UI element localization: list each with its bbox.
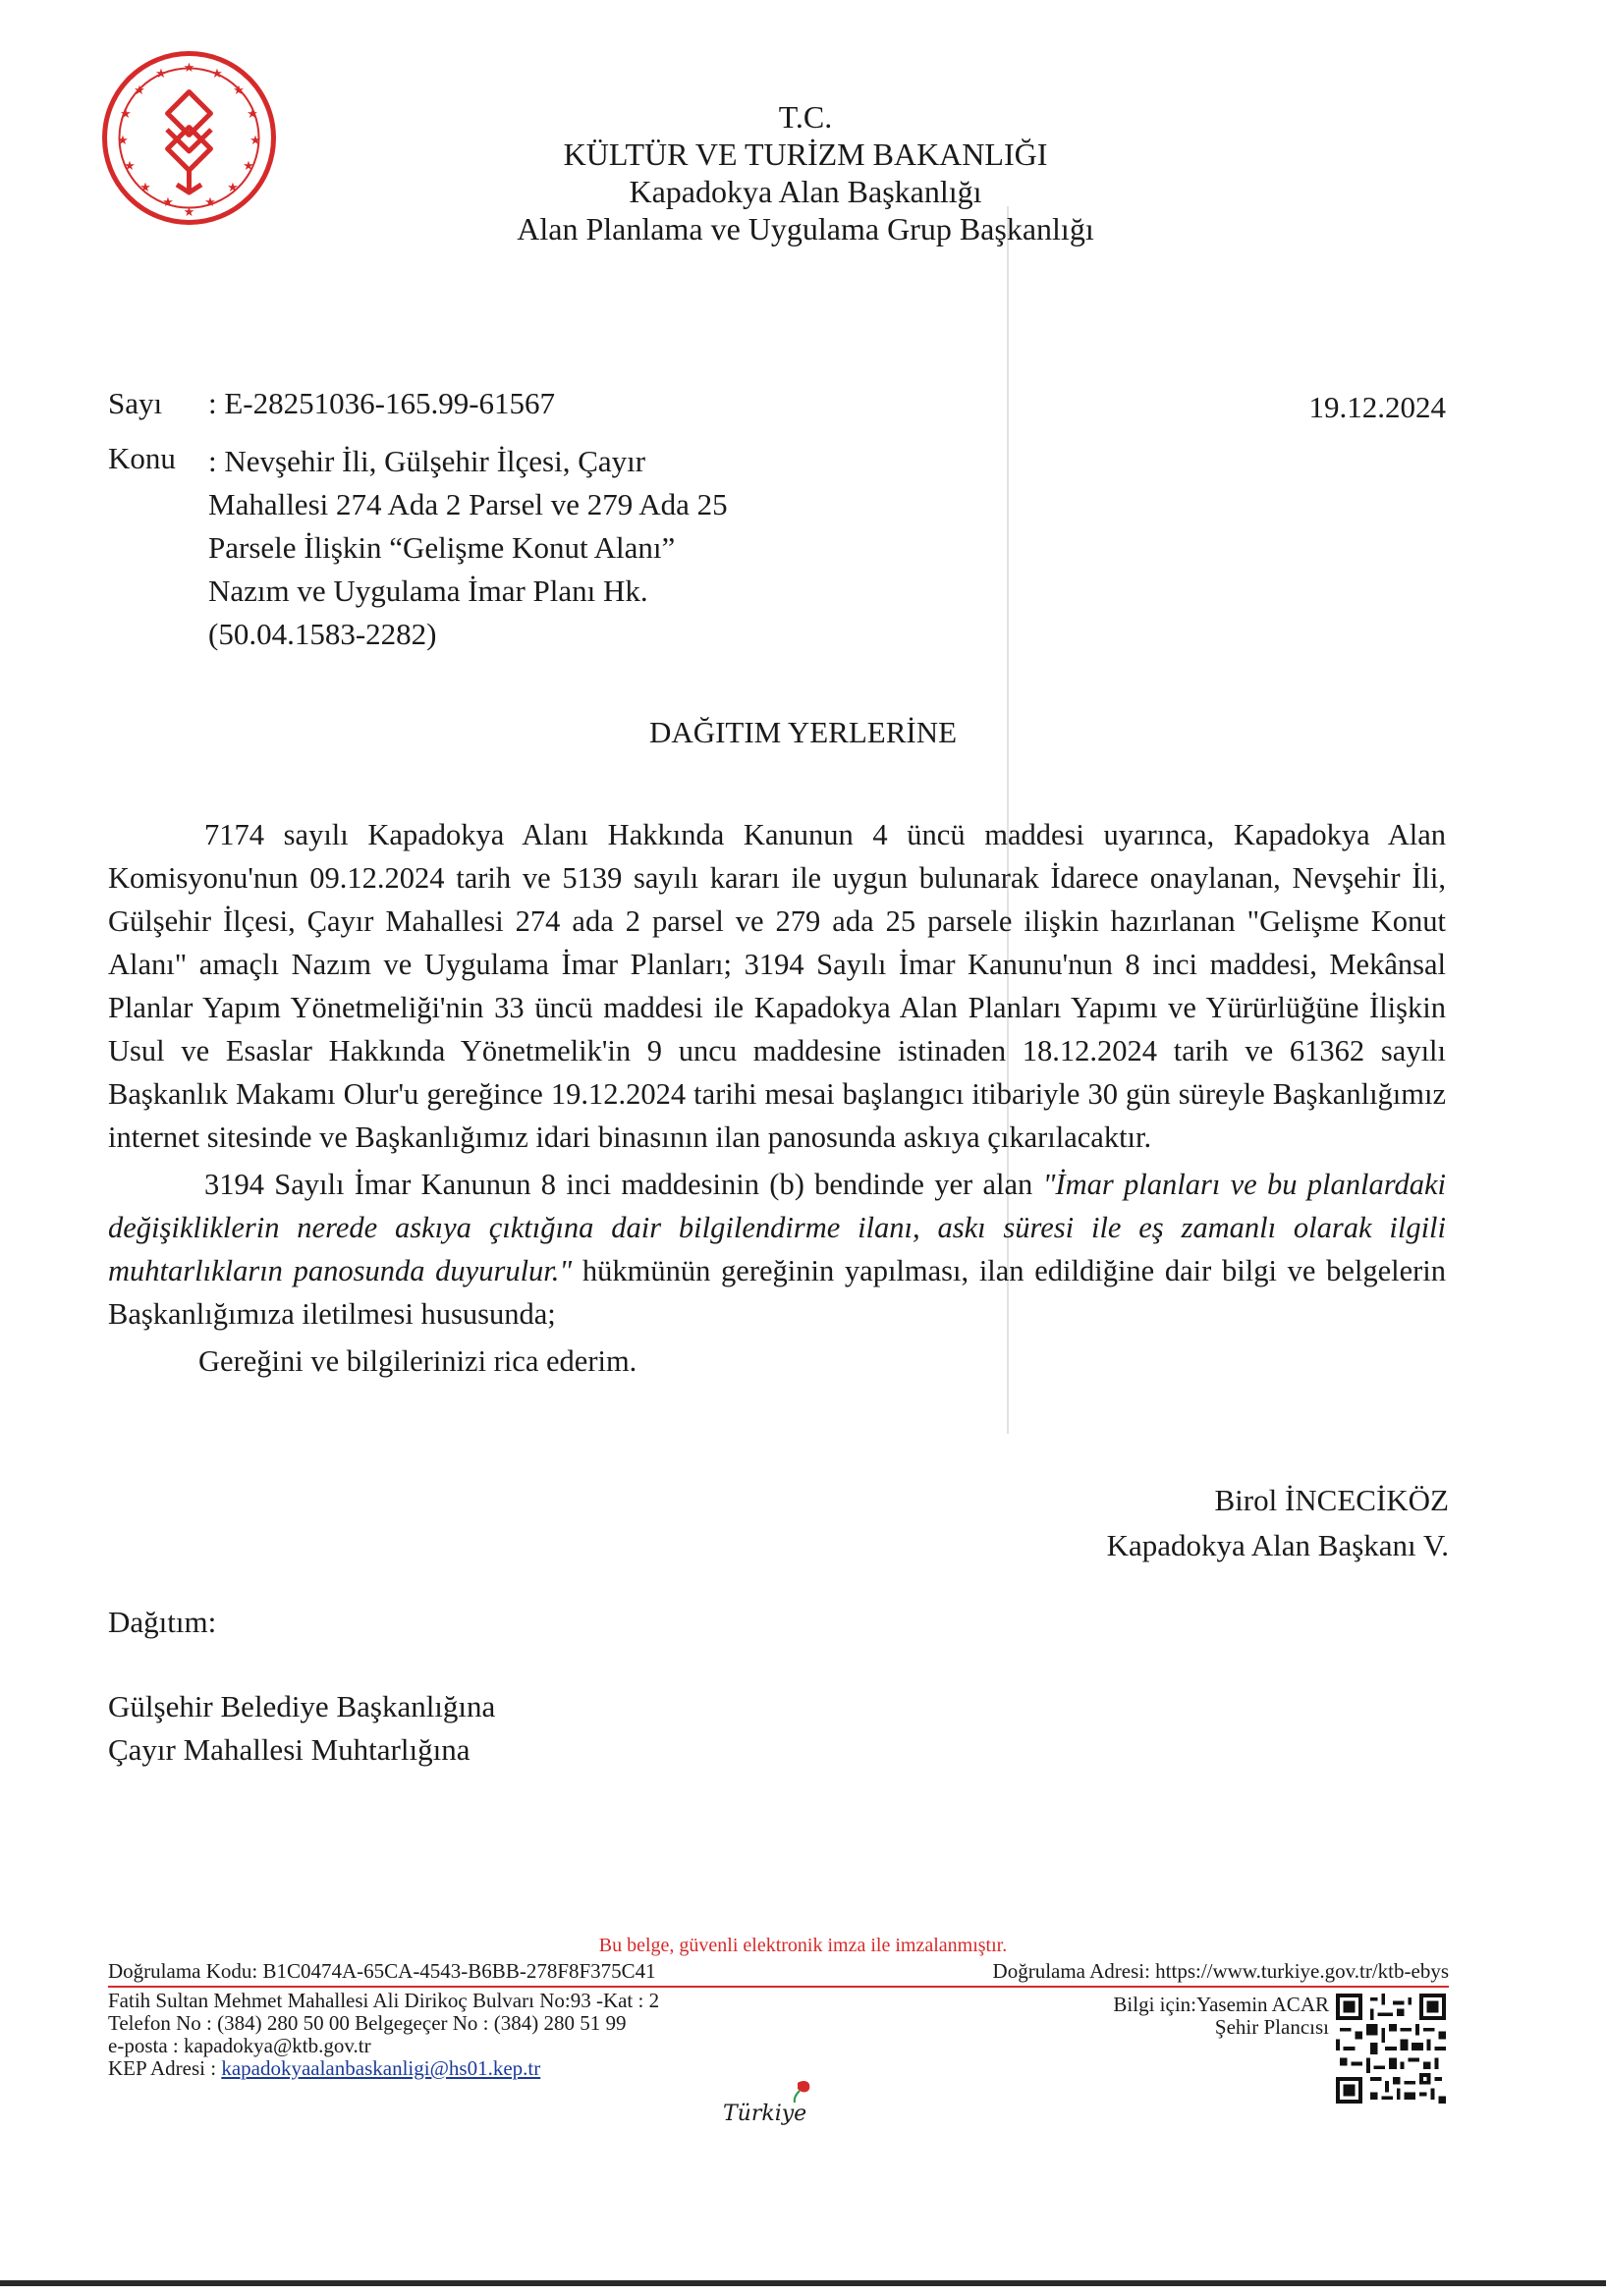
svg-text:★: ★ <box>227 181 239 195</box>
address: Fatih Sultan Mehmet Mahallesi Ali Dirikoç Bulvarı No:93 -Kat : 2 <box>108 1989 660 2012</box>
brand-text: Türkiye <box>723 2102 807 2126</box>
footer-divider <box>108 1986 1449 1988</box>
scan-bottom-edge <box>0 2280 1606 2286</box>
svg-text:★: ★ <box>247 107 258 122</box>
distribution-heading: Dağıtım: <box>108 1605 217 1639</box>
body-paragraph-2-start: 3194 Sayılı İmar Kanunun 8 inci maddesinin (b) bendinde yer alan <box>204 1168 1043 1201</box>
body-paragraph-1: 7174 sayılı Kapadokya Alanı Hakkında Kanunun 4 üncü maddesi uyarınca, Kapadokya Alan Komisyonu'nun 09.12.2024 tarih ve 5139 sayılı kararı ile uygun bulunarak İdarece onaylanan, Nevşehir İli, Gülşehir İlçesi, Çayır Mahallesi 274 ada 2 parsel ve 279 ada 25 parsele ilişkin hazırlanan "Gelişme Konut Alanı" amaçlı Nazım ve Uygulama İmar Planları; 3194 Sayılı İmar Kanunu'nun 8 inci maddesi, Mekânsal Planlar Yapım Yönetmeliği'nin 33 üncü maddesi ile Kapadokya Alan Planları Yapımı ve Yürürlüğüne İlişkin Usul ve Esaslar Hakkında Yönetmelik'in 9 uncu maddesine istinaden 18.12.2024 tarih ve 61362 sayılı Başkanlık Makamı Olur'u gereğince 19.12.2024 tarihi mesai başlangıcı itibariyle 30 gün süreyle Başkanlığımız internet sitesinde ve Başkanlığımız idari binasının ilan panosunda askıya çıkarılacaktır. <box>108 818 1446 1154</box>
document-date: 19.12.2024 <box>1308 390 1446 424</box>
svg-text:★: ★ <box>139 181 151 195</box>
distribution-list <box>108 1601 495 1772</box>
signatory-name: Birol İNCECİKÖZ <box>1214 1483 1449 1517</box>
konu-value: : Nevşehir İli, Gülşehir İlçesi, Çayır Mahallesi 274 Ada 2 Parsel ve 279 Ada 25 Parsele İlişkin “Gelişme Konut Alanı” Nazım ve Uygulama İmar Planı Hk. (50.04.1583-2282) <box>208 444 728 651</box>
distribution-item: Gülşehir Belediye Başkanlığına <box>108 1689 496 1723</box>
verification-address[interactable]: Doğrulama Adresi: https://www.turkiye.gov.tr/ktb-ebys <box>992 1959 1449 1983</box>
svg-text:★: ★ <box>204 195 216 210</box>
svg-text:★: ★ <box>211 67 223 82</box>
phone-fax: Telefon No : (384) 280 50 00 Belgegeçer No : (384) 280 51 99 <box>108 2011 627 2035</box>
e-signature-notice: Bu belge, güvenli elektronik imza ile imzalanmıştır. <box>598 1935 1008 1956</box>
body-paragraph-2-quote: "İmar planları ve bu planlardaki değişikliklerin nerede askıya çıktığına dair bilgilendirme ilanı, askı süresi ile eş zamanlı olarak ilgili muhtarlıkların panosunda duyurulur." <box>108 1168 1446 1287</box>
svg-text:★: ★ <box>120 107 132 122</box>
body-paragraph-2-end: hükmünün gereğinin yapılması, ilan edildiğine dair bilgi ve belgelerin Başkanlığımıza iletilmesi hususunda; <box>108 1254 1447 1331</box>
header-ministry: KÜLTÜR VE TURİZM BAKANLIĞI <box>563 137 1048 172</box>
sayi-value: : E-28251036-165.99-61567 <box>208 386 556 420</box>
kep-row <box>108 2057 659 2080</box>
qr-code-icon <box>1336 1994 1446 2104</box>
letter-body <box>108 813 1446 1387</box>
sayi-label: Sayı <box>108 386 163 420</box>
verification-row <box>108 1958 1449 1984</box>
distribution-item: Çayır Mahallesi Muhtarlığına <box>108 1732 471 1767</box>
svg-text:★: ★ <box>134 83 145 98</box>
kep-label: KEP Adresi : <box>108 2056 222 2080</box>
turkiye-brand-logo-icon <box>717 2077 845 2131</box>
verification-code: Doğrulama Kodu: B1C0474A-65CA-4543-B6BB-278F8F375C41 <box>108 1959 656 1983</box>
contact-person <box>1113 1994 1329 2039</box>
body-paragraph-2 <box>108 1163 1446 1336</box>
header-tc: T.C. <box>778 99 833 135</box>
distribution-title: DAĞITIM YERLERİNE <box>648 715 958 749</box>
signature-block <box>1107 1478 1449 1568</box>
info-title: Şehir Plancısı <box>1214 2015 1329 2039</box>
svg-text:★: ★ <box>233 83 245 98</box>
svg-text:★: ★ <box>155 67 167 82</box>
svg-text:★: ★ <box>243 159 254 174</box>
letterhead <box>413 98 1198 247</box>
closing-line: Gereğini ve bilgilerinizi rica ederim. <box>198 1344 637 1378</box>
info-contact: Bilgi için:Yasemin ACAR <box>1113 1993 1329 2016</box>
header-directorate: Kapadokya Alan Başkanlığı <box>629 174 982 209</box>
svg-text:★: ★ <box>124 159 136 174</box>
svg-text:★: ★ <box>249 134 261 148</box>
contact-info <box>108 1990 659 2080</box>
header-department: Alan Planlama ve Uygulama Grup Başkanlığı <box>517 211 1094 246</box>
svg-text:★: ★ <box>183 61 195 76</box>
svg-text:★: ★ <box>183 205 195 220</box>
ministry-logo-icon <box>98 47 280 229</box>
email: e-posta : kapadokya@ktb.gov.tr <box>108 2034 371 2057</box>
svg-text:★: ★ <box>162 195 174 210</box>
svg-text:★: ★ <box>117 134 129 148</box>
konu-label: Konu <box>108 441 176 475</box>
kep-address-link[interactable]: kapadokyaalanbaskanligi@hs01.kep.tr <box>221 2056 541 2080</box>
signatory-title: Kapadokya Alan Başkanı V. <box>1106 1528 1449 1562</box>
